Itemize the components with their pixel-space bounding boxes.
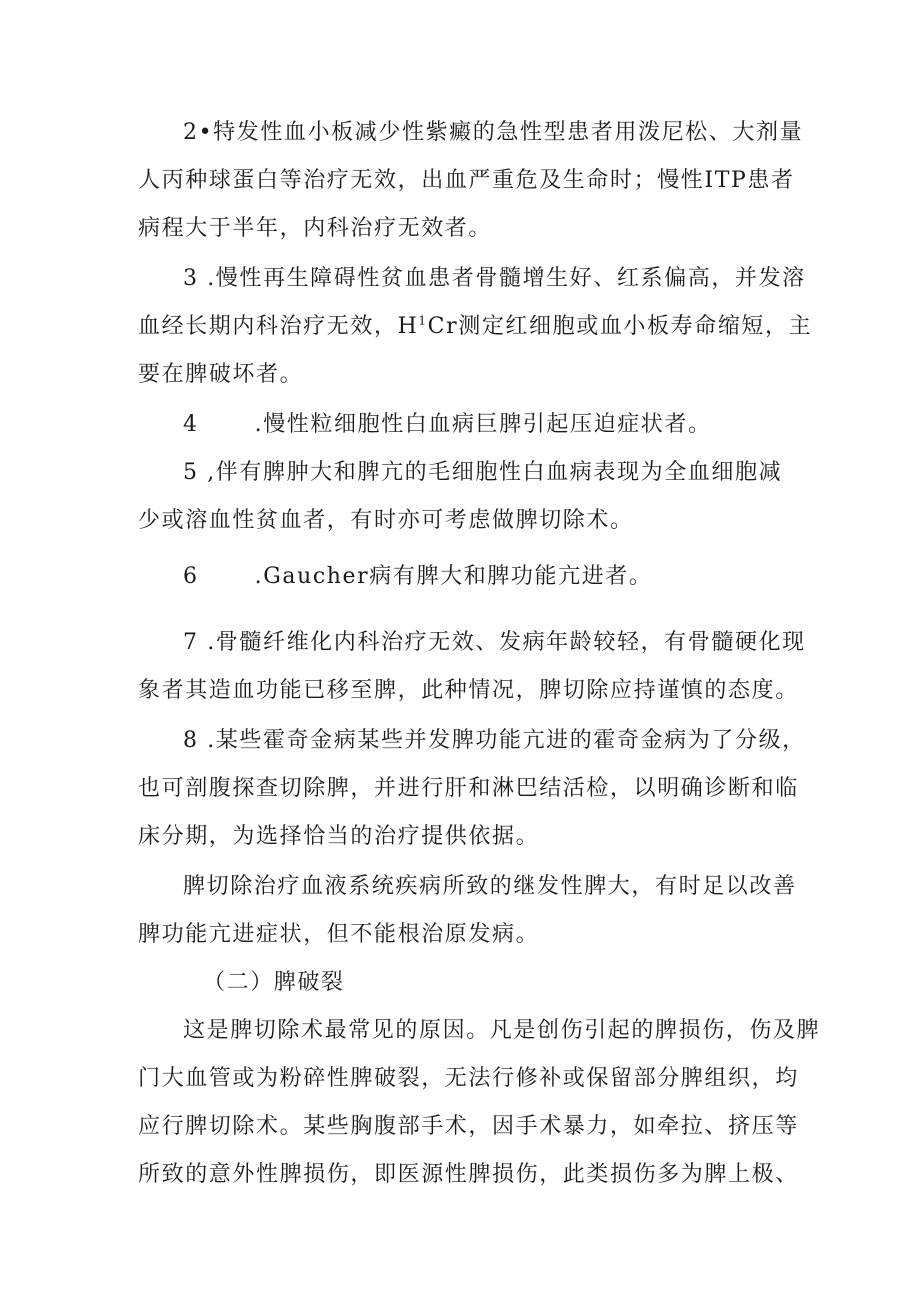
item-number-6: 6 — [183, 564, 199, 589]
rupture-paragraph-line-3: 应行脾切除术。某些胸腹部手术，因手术暴力，如牵拉、挤压等 — [138, 1114, 799, 1139]
paragraph-5-line-2: 少或溶血性贫血者，有时亦可考虑做脾切除术。 — [138, 508, 634, 533]
section-heading: （二）脾破裂 — [203, 970, 345, 995]
paragraph-8-line-3: 床分期，为选择恰当的治疗提供依据。 — [138, 824, 540, 849]
paragraph-3-line-1: 3 .慢性再生障碍性贫血患者骨髓增生好、红系偏高，并发溶 — [183, 266, 806, 291]
paragraph-3-line-3: 要在脾破坏者。 — [138, 362, 304, 387]
isotope-base-after: Cr — [427, 314, 459, 339]
paragraph-2-line-2: 人丙种球蛋白等治疗无效，出血严重危及生命时；慢性ITP患者 — [138, 168, 795, 193]
paragraph-6-text: .Gaucher病有脾大和脾功能亢进者。 — [254, 564, 653, 589]
isotope-base-before: H — [397, 314, 419, 339]
paragraph-4-text: .慢性粒细胞性白血病巨脾引起压迫症状者。 — [254, 412, 712, 437]
paragraph-6 — [183, 562, 653, 592]
rupture-paragraph-line-1: 这是脾切除术最常见的原因。凡是创伤引起的脾损伤，伤及脾 — [183, 1018, 821, 1043]
rupture-paragraph-line-2: 门大血管或为粉碎性脾破裂，无法行修补或保留部分脾组织，均 — [138, 1066, 799, 1091]
paragraph-8-line-2: 也可剖腹探查切除脾，并进行肝和淋巴结活检，以明确诊断和临 — [138, 776, 799, 801]
isotope-label — [398, 314, 459, 339]
paragraph-4 — [183, 410, 712, 440]
summary-line-2: 脾功能亢进症状，但不能根治原发病。 — [138, 922, 540, 947]
paragraph-3-line-2 — [138, 312, 812, 342]
paragraph-3-line-2-start: 血经长期内科治疗无效， — [138, 314, 398, 339]
paragraph-8-line-1: 8 .某些霍奇金病某些并发脾功能亢进的霍奇金病为了分级， — [183, 728, 806, 753]
paragraph-3-line-2-end: 测定红细胞或血小板寿命缩短，主 — [458, 314, 813, 339]
paragraph-5-line-1: 5 ,伴有脾肿大和脾亢的毛细胞性白血病表现为全血细胞减 — [183, 460, 783, 485]
paragraph-7-line-2: 象者其造血功能已移至脾，此种情况，脾切除应持谨慎的态度。 — [138, 678, 799, 703]
paragraph-2-line-1: 2•特发性血小板减少性紫癜的急性型患者用泼尼松、大剂量 — [183, 120, 804, 145]
paragraph-2-line-3: 病程大于半年，内科治疗无效者。 — [138, 216, 493, 241]
summary-line-1: 脾切除治疗血液系统疾病所致的继发性脾大，有时足以改善 — [183, 874, 797, 899]
paragraph-7-line-1: 7 .骨髓纤维化内科治疗无效、发病年龄较轻，有骨髓硬化现 — [183, 630, 806, 655]
rupture-paragraph-line-4: 所致的意外性脾损伤，即医源性脾损伤，此类损伤多为脾上极、 — [138, 1162, 799, 1187]
isotope-superscript: 1 — [418, 313, 428, 328]
item-number-4: 4 — [183, 412, 199, 437]
